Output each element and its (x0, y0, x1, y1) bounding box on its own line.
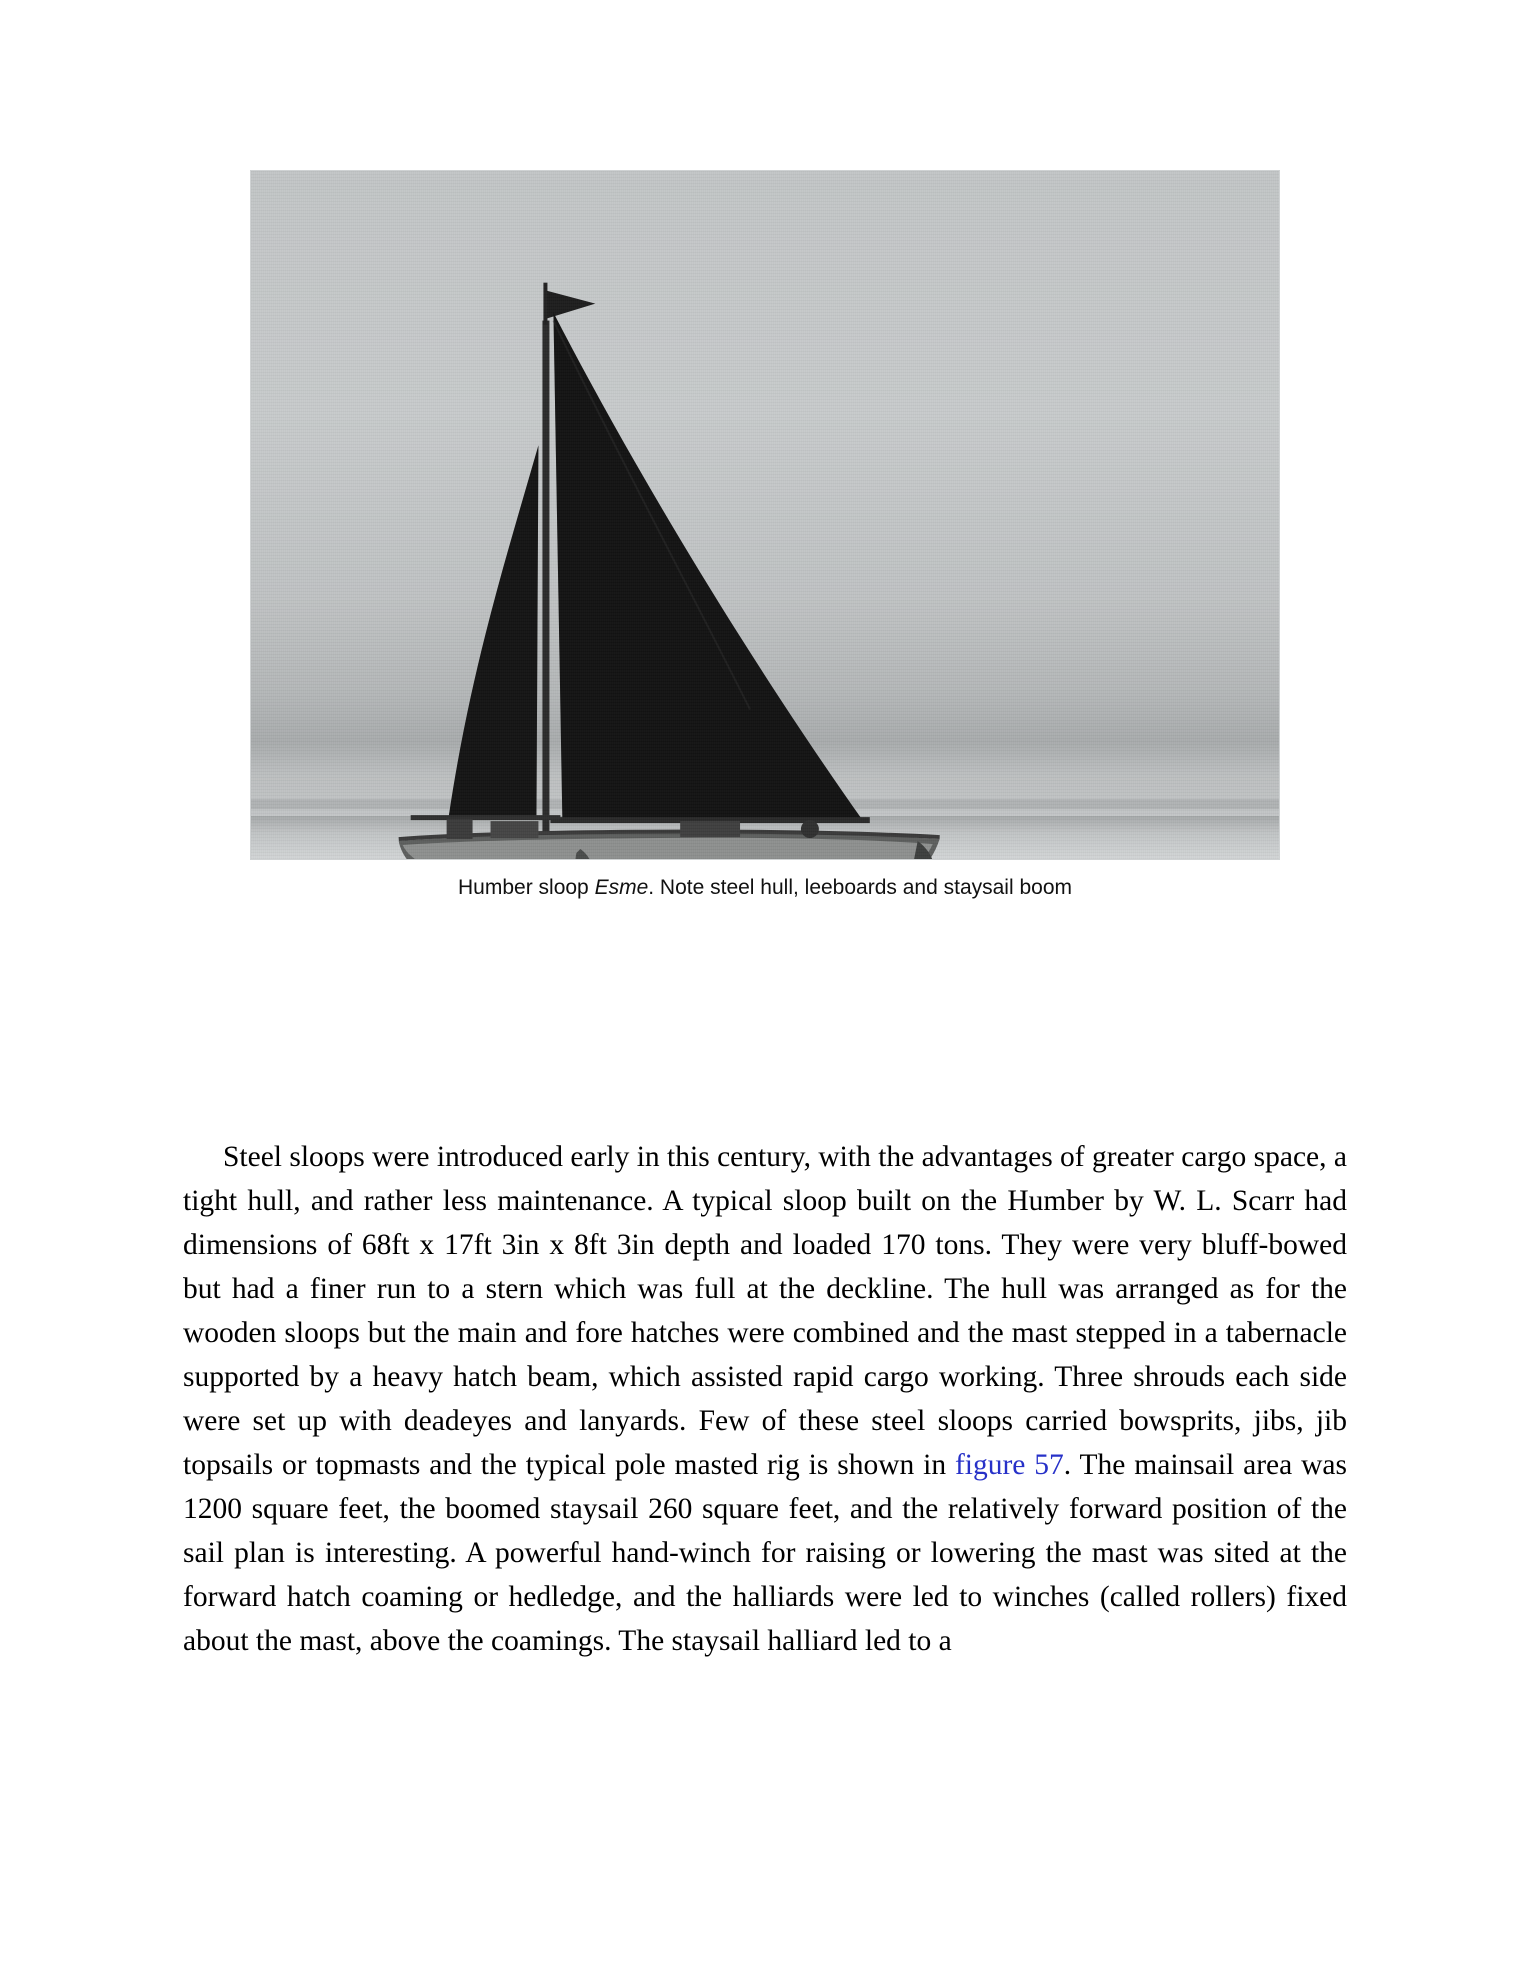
caption-prefix: Humber sloop (458, 876, 595, 899)
figure-57-link[interactable]: figure 57 (954, 1449, 1064, 1481)
caption-suffix: . Note steel hull, leeboards and staysail boom (648, 876, 1072, 899)
paragraph-text-before-link: Steel sloops were introduced early in this century, with the advantages of greater cargo space, a tight hull, and rather less maintenance. A typical sloop built on the Humber by W. L. Scarr had dimensions of 68ft x 17ft 3in x 8ft 3in depth and loaded 170 tons. They were very bluff-bowed but had a finer run to a stern which was full at the deckline. The hull was arranged as for the wooden sloops but the main and fore hatches were combined and the mast stepped in a tabernacle supported by a heavy hatch beam, which assisted rapid cargo working. Three shrouds each side were set up with deadeyes and lanyards. Few of these steel sloops carried bowsprits, jibs, jib topsails or topmasts and the typical pole masted rig is shown in (183, 1141, 1347, 1481)
figure-caption (250, 874, 1280, 901)
photo-vessel-illustration (251, 171, 1279, 859)
sloop-photograph (250, 170, 1280, 860)
paragraph-text-after-link: . The mainsail area was 1200 square feet, the boomed staysail 260 square feet, and the relatively forward position of the sail plan is interesting. A powerful hand-winch for raising or lowering the mast was sited at the forward hatch coaming or hedledge, and the halliards were led to winches (called rollers) fixed about the mast, above the coamings. The staysail halliard led to a (183, 1449, 1347, 1657)
body-paragraph (183, 1135, 1347, 1663)
caption-vessel-name: Esme (594, 876, 649, 899)
figure-block (250, 170, 1280, 901)
